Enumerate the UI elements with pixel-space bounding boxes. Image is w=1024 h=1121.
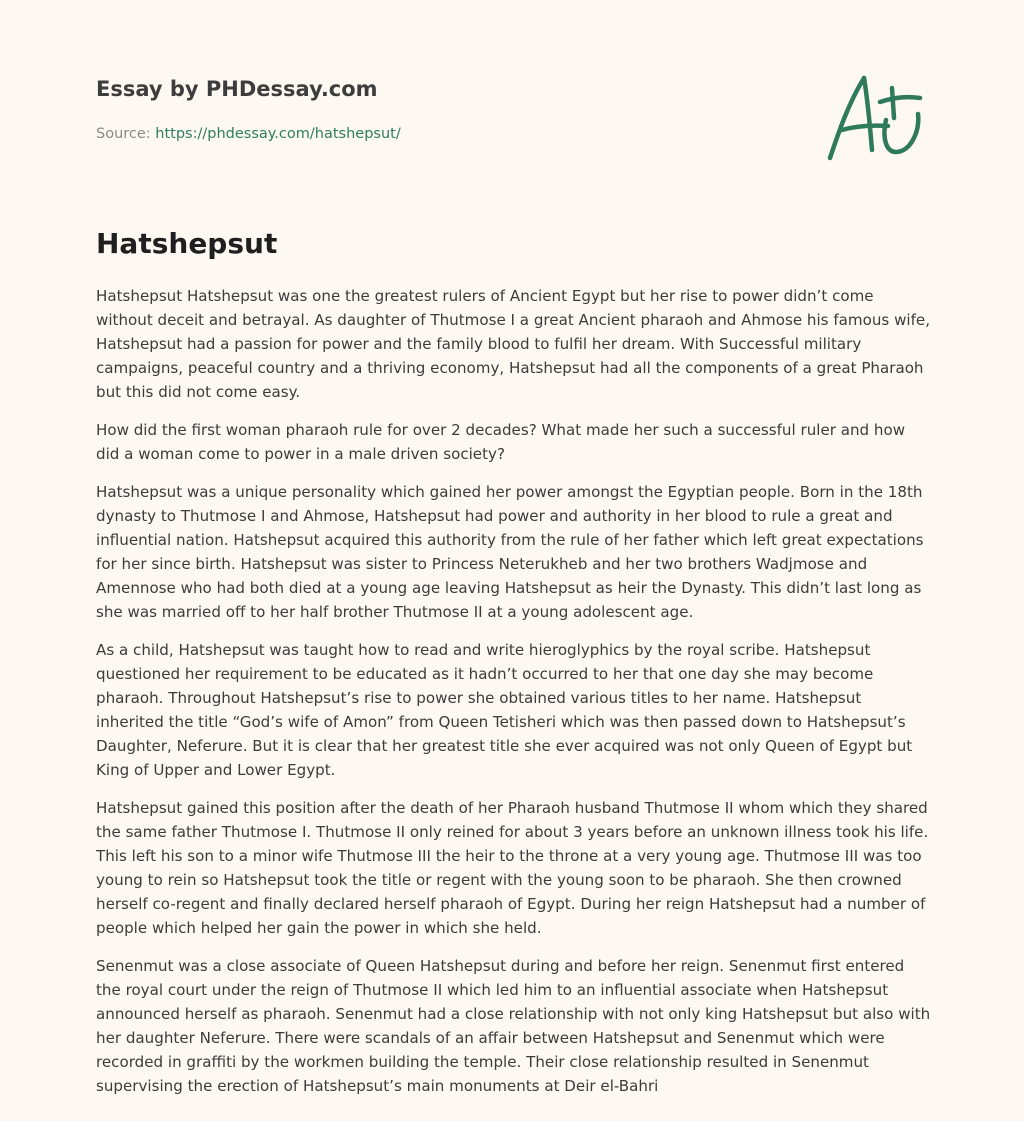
essay-paragraph: As a child, Hatshepsut was taught how to read and write hieroglyphics by the royal scribe. Hatshepsut questioned her requirement to be educated as it hadn’t occurred to her that one day she may become pharaoh. Throughout Hatshepsut’s rise to power she obtained various titles to her name. Hatshepsut inherited the title “God’s wife of Amon” from Queen Tetisheri which was then passed down to Hatshepsut’s Daughter, Neferure. But it is clear that her greatest title she ever acquired was not only Queen of Egypt but King of Upper and Lower Egypt. bbox=[96, 641, 913, 779]
essay-paragraph: Hatshepsut was a unique personality which gained her power amongst the Egyptian people. Born in the 18th dynasty to Thutmose I and Ahmose, Hatshepsut had power and authority in her blood to rule a great and influential nation. Hatshepsut acquired this authority from the rule of her father which left great expectations for her since birth. Hatshepsut was sister to Princess Neterukheb and her two brothers Wadjmose and Amennose who had both died at a young age leaving Hatshepsut as heir the Dynasty. This didn’t last long as she was married off to her half brother Thutmose II at a young adolescent age. bbox=[96, 483, 924, 621]
source-label: Source: bbox=[96, 126, 151, 142]
site-brand: Essay by PHDessay.com bbox=[96, 77, 378, 101]
source-line bbox=[96, 124, 401, 144]
a-plus-logo-icon bbox=[822, 68, 926, 164]
essay-paragraph: Hatshepsut Hatshepsut was one the greatest rulers of Ancient Egypt but her rise to power didn’t come without deceit and betrayal. As daughter of Thutmose I a great Ancient pharaoh and Ahmose his famous wife, Hatshepsut had a passion for power and the family blood to fulfil her dream. With Successful military campaigns, peaceful country and a thriving economy, Hatshepsut had all the components of a great Pharaoh but this did not come easy. bbox=[96, 287, 931, 401]
essay-paragraph: How did the first woman pharaoh rule for over 2 decades? What made her such a successful ruler and how did a woman come to power in a male driven society? bbox=[96, 421, 906, 463]
essay-paragraph: Senenmut was a close associate of Queen Hatshepsut during and before her reign. Senenmut first entered the royal court under the reign of Thutmose II which led him to an influential associate when Hatshepsut announced herself as pharaoh. Senenmut had a close relationship with not only king Hatshepsut but also with her daughter Neferure. There were scandals of an affair between Hatshepsut and Senenmut which were recorded in graffiti by the workmen building the temple. Their close relationship resulted in Senenmut supervising the erection of Hatshepsut’s main monuments at Deir el-Bahri bbox=[96, 957, 931, 1095]
essay-paragraph: Hatshepsut gained this position after the death of her Pharaoh husband Thutmose II whom which they shared the same father Thutmose I. Thutmose II only reined for about 3 years before an unknown illness took his life. This left his son to a minor wife Thutmose III the heir to the throne at a very young age. Thutmose III was too young to rein so Hatshepsut took the title or regent with the young soon to be pharaoh. She then crowned herself co-regent and finally declared herself pharaoh of Egypt. During her reign Hatshepsut had a number of people which helped her gain the power in which she held. bbox=[96, 799, 929, 937]
essay-title: Hatshepsut bbox=[96, 227, 278, 260]
essay-body bbox=[96, 284, 932, 1112]
essay-header bbox=[96, 74, 928, 174]
source-link[interactable]: https://phdessay.com/hatshepsut/ bbox=[155, 126, 401, 142]
